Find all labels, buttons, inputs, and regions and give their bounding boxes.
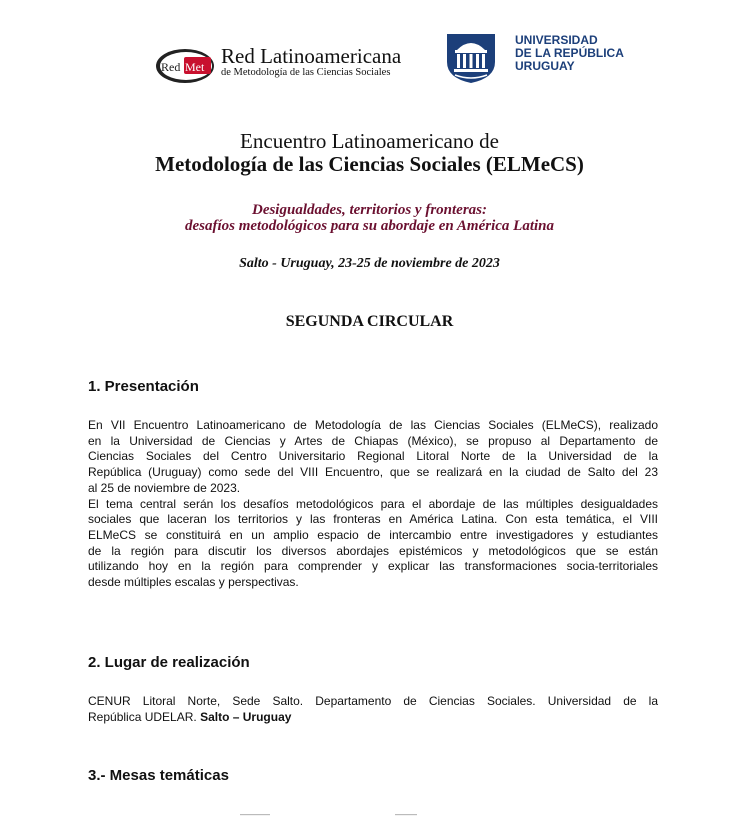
lugar-line: CENUR Litoral Norte, Sede Salto. Departamento de Ciencias Sociales. Universidad de la xyxy=(88,694,658,708)
section-presentacion-body xyxy=(88,418,658,591)
presentacion-p2-line: de la región para discutir los diversos abordajes epistémicos y metodológicos que se están xyxy=(88,543,658,558)
presentacion-p2-line: desde múltiples escalas y perspectivas. xyxy=(88,575,299,590)
lugar-line xyxy=(88,710,658,726)
event-title-line1: Encuentro Latinoamericano de xyxy=(240,129,499,153)
redmet-name: Red Latinoamericana xyxy=(221,44,402,68)
udelar-line2: DE LA REPÚBLICA xyxy=(515,46,624,60)
presentacion-p1-line: En VII Encuentro Latinoamericano de Metodología de las Ciencias Sociales (ELMeCS), realizado xyxy=(88,418,658,432)
lugar-line2-bold: Salto – Uruguay xyxy=(200,709,292,724)
redmet-subtitle: de Metodología de las Ciencias Sociales xyxy=(221,67,391,78)
event-theme-line2: desafíos metodológicos para su abordaje en América Latina xyxy=(184,218,555,234)
section-mesas-heading: 3.- Mesas temáticas xyxy=(88,767,229,784)
cut-off-content xyxy=(220,809,520,817)
redmet-badge-red: Red xyxy=(161,60,181,74)
section-lugar-heading: 2. Lugar de realización xyxy=(88,654,250,671)
lugar-line2-plain: República UDELAR. xyxy=(88,709,201,724)
udelar-seal-icon xyxy=(443,28,499,84)
udelar-line1: UNIVERSIDAD xyxy=(515,33,598,47)
udelar-line3: URUGUAY xyxy=(515,59,575,73)
presentacion-p2-line: utilizando hoy en la región para comprender y explicar las transformaciones socia-territoriales xyxy=(88,559,658,574)
event-title-line2: Metodología de las Ciencias Sociales (ELMeCS) xyxy=(155,152,584,176)
presentacion-p1-line: Ciencias Sociales del Centro Universitario Regional Litoral Norte de la Universidad de la xyxy=(88,449,658,464)
presentacion-p2-line: ELMeCS se constituirá en un amplio espacio de intercambio entre investigadores y estudiantes xyxy=(88,527,658,542)
presentacion-p1-line: al 25 de noviembre de 2023. xyxy=(88,480,241,495)
event-theme-line1: Desigualdades, territorios y fronteras: xyxy=(251,202,487,218)
presentacion-p1-line: República (Uruguay) como sede del VIII Encuentro, que se realizará en la ciudad de Salto del 23 xyxy=(88,465,658,480)
section-presentacion-heading: 1. Presentación xyxy=(88,378,199,395)
event-dates: Salto - Uruguay, 23-25 de noviembre de 2023 xyxy=(239,256,500,271)
event-theme xyxy=(0,202,739,234)
presentacion-p1-line: en la Universidad de Ciencias y Artes de Chiapas (México), se propuso al Departamento de xyxy=(88,433,658,448)
redmet-logo xyxy=(155,42,400,88)
udelar-name xyxy=(515,34,624,73)
udelar-logo xyxy=(443,28,633,88)
redmet-badge-icon xyxy=(155,48,215,84)
presentacion-p2-line: sociales que laceran los territorios y las fronteras en América Latina. Con esta temática, el VIII xyxy=(88,512,658,527)
section-lugar-body xyxy=(88,694,658,725)
circular-heading: SEGUNDA CIRCULAR xyxy=(285,313,454,330)
redmet-badge-met: Met xyxy=(185,60,205,74)
presentacion-p2-line: El tema central serán los desafíos metodológicos para el abordaje de las múltiples desigualdades xyxy=(88,496,658,511)
